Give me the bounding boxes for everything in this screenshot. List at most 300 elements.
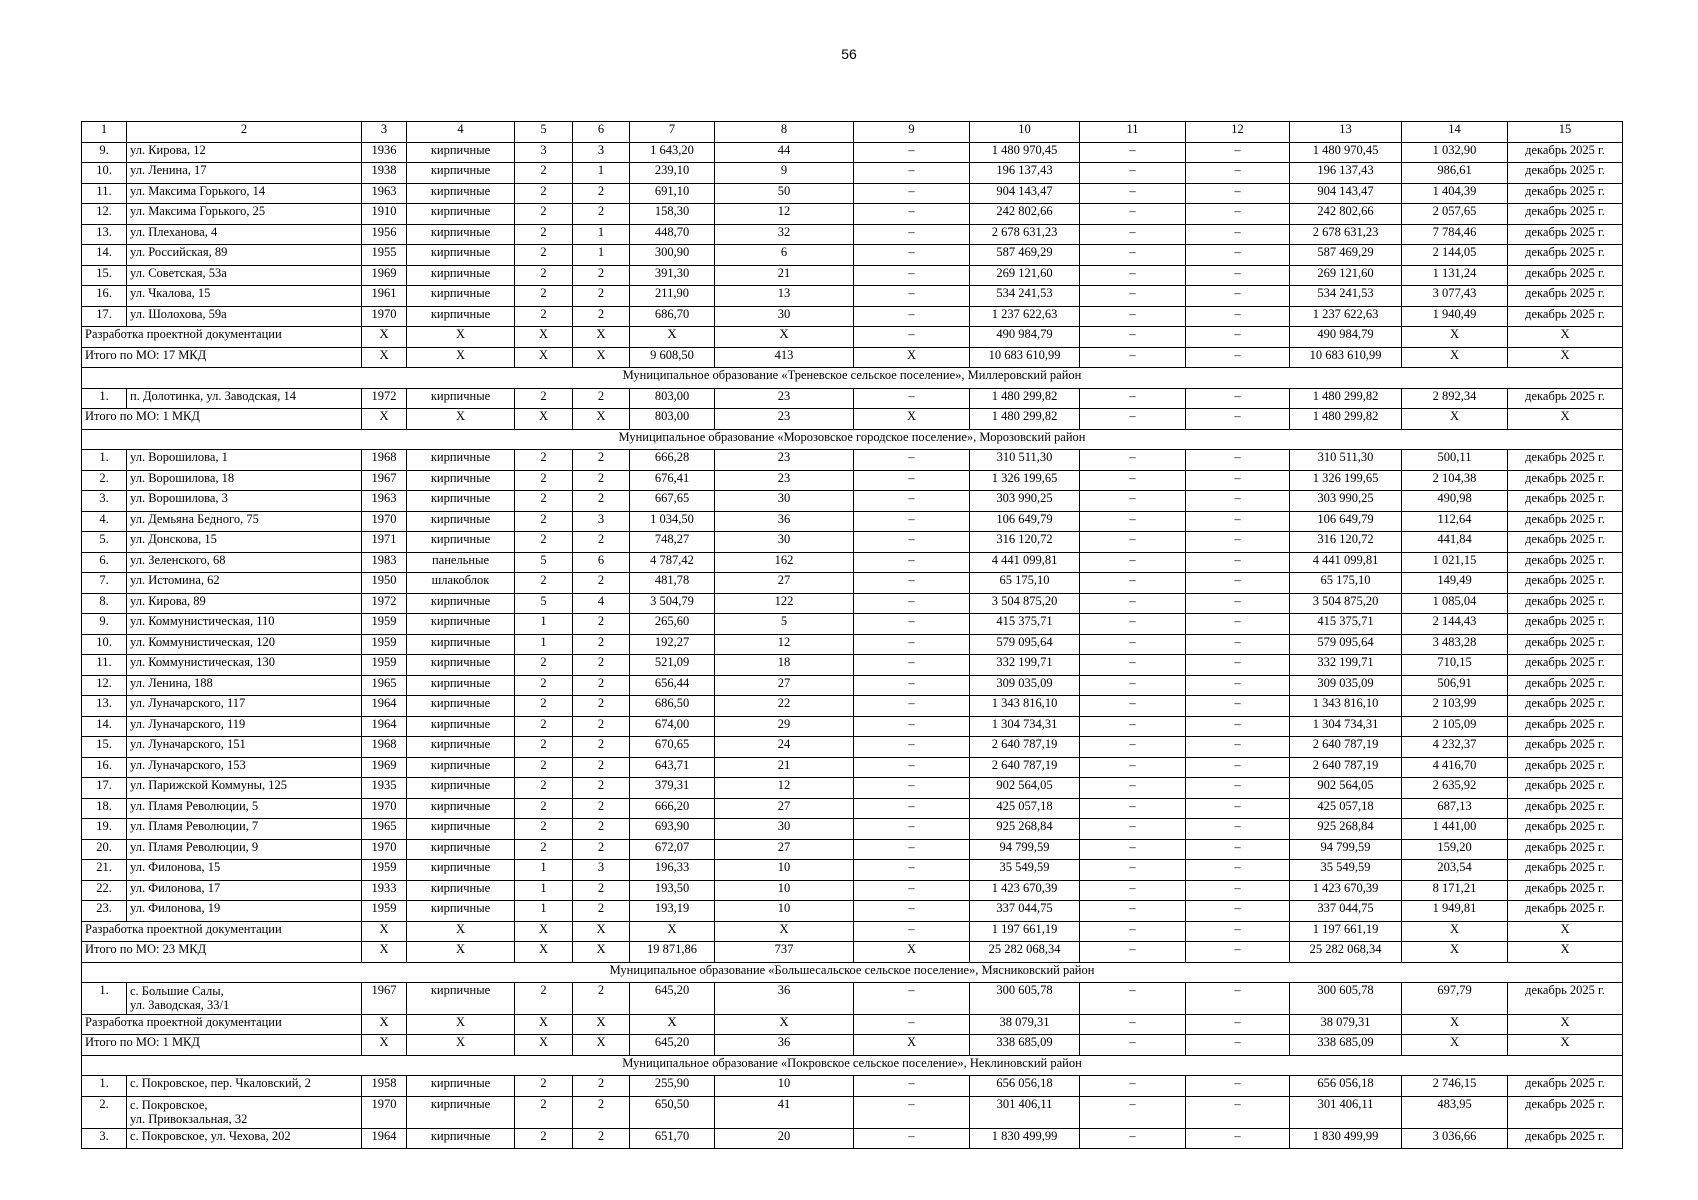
value-cell-c12: – [1186,819,1290,840]
value-cell-c5: Х [515,942,573,963]
value-cell-c10: 337 044,75 [970,901,1080,922]
value-cell-c15: декабрь 2025 г. [1508,573,1623,594]
value-cell-c9: – [854,532,970,553]
value-cell-c11: – [1080,860,1186,881]
value-cell-c11: – [1080,347,1186,368]
value-cell-c8: 30 [715,491,854,512]
value-cell-c10: 425 057,18 [970,798,1080,819]
value-cell-c10: 2 640 787,19 [970,737,1080,758]
value-cell-c6: 2 [573,839,630,860]
value-cell-c5: Х [515,1014,573,1035]
value-cell-c12: – [1186,880,1290,901]
value-cell-c5: 2 [515,675,573,696]
value-cell-c6: Х [573,1035,630,1056]
table-row [82,1076,1623,1097]
value-cell-c15: декабрь 2025 г. [1508,450,1623,471]
value-cell-c14: 203,54 [1402,860,1508,881]
value-cell-c15: декабрь 2025 г. [1508,491,1623,512]
table-row [82,573,1623,594]
value-cell-c12: – [1186,901,1290,922]
year-cell: 1958 [362,1076,407,1097]
wall-material-cell: кирпичные [407,655,515,676]
value-cell-c15: декабрь 2025 г. [1508,224,1623,245]
value-cell-c9: – [854,778,970,799]
value-cell-c14: 500,11 [1402,450,1508,471]
value-cell-c12: – [1186,450,1290,471]
value-cell-c15: декабрь 2025 г. [1508,880,1623,901]
value-cell-c6: 2 [573,737,630,758]
value-cell-c10: 3 504 875,20 [970,593,1080,614]
value-cell-c5: 1 [515,614,573,635]
wall-material-cell: кирпичные [407,388,515,409]
table-row [82,450,1623,471]
value-cell-c6: 2 [573,491,630,512]
wall-material-cell: Х [407,1035,515,1056]
value-cell-c11: – [1080,163,1186,184]
value-cell-c12: – [1186,286,1290,307]
year-cell: 1971 [362,532,407,553]
summary-label: Итого по МО: 1 МКД [82,409,362,430]
summary-row [82,1035,1623,1056]
value-cell-c7: 265,60 [630,614,715,635]
year-cell: 1964 [362,716,407,737]
wall-material-cell: кирпичные [407,245,515,266]
row-number: 21. [82,860,127,881]
value-cell-c7: 674,00 [630,716,715,737]
value-cell-c9: – [854,675,970,696]
value-cell-c11: – [1080,1128,1186,1149]
value-cell-c15: декабрь 2025 г. [1508,470,1623,491]
value-cell-c14: 490,98 [1402,491,1508,512]
row-number: 20. [82,839,127,860]
wall-material-cell: кирпичные [407,491,515,512]
value-cell-c5: 2 [515,1096,573,1128]
row-number: 12. [82,204,127,225]
value-cell-c12: – [1186,204,1290,225]
row-number: 1. [82,1076,127,1097]
value-cell-c15: декабрь 2025 г. [1508,901,1623,922]
value-cell-c9: – [854,511,970,532]
address-line: ул. Ворошилова, 3 [130,491,228,505]
address-cell [127,798,362,819]
value-cell-c15: декабрь 2025 г. [1508,511,1623,532]
address-cell [127,183,362,204]
value-cell-c9: Х [854,1035,970,1056]
section-title: Муниципальное образование «Треневское сельское поселение», Миллеровский район [82,368,1623,389]
value-cell-c5: 2 [515,204,573,225]
value-cell-c7: 193,19 [630,901,715,922]
value-cell-c12: – [1186,614,1290,635]
value-cell-c11: – [1080,265,1186,286]
value-cell-c11: – [1080,593,1186,614]
value-cell-c13: 269 121,60 [1290,265,1402,286]
value-cell-c5: 2 [515,573,573,594]
value-cell-c11: – [1080,614,1186,635]
value-cell-c14: 2 892,34 [1402,388,1508,409]
address-cell [127,819,362,840]
value-cell-c8: 21 [715,757,854,778]
address-cell [127,1128,362,1149]
value-cell-c14: 710,15 [1402,655,1508,676]
value-cell-c9: – [854,163,970,184]
value-cell-c5: 2 [515,491,573,512]
row-number: 12. [82,675,127,696]
value-cell-c12: – [1186,737,1290,758]
value-cell-c14: 112,64 [1402,511,1508,532]
table-row [82,224,1623,245]
value-cell-c13: 309 035,09 [1290,675,1402,696]
value-cell-c6: Х [573,409,630,430]
value-cell-c15: декабрь 2025 г. [1508,142,1623,163]
wall-material-cell: кирпичные [407,880,515,901]
address-cell [127,737,362,758]
value-cell-c13: 579 095,64 [1290,634,1402,655]
table-row [82,819,1623,840]
summary-row [82,942,1623,963]
value-cell-c10: 902 564,05 [970,778,1080,799]
value-cell-c9: – [854,327,970,348]
address-cell [127,983,362,1015]
value-cell-c7: 211,90 [630,286,715,307]
wall-material-cell: кирпичные [407,675,515,696]
value-cell-c12: – [1186,163,1290,184]
value-cell-c11: – [1080,245,1186,266]
value-cell-c9: – [854,819,970,840]
row-number: 7. [82,573,127,594]
table-row [82,204,1623,225]
year-cell: 1938 [362,163,407,184]
row-number: 5. [82,532,127,553]
value-cell-c5: 2 [515,306,573,327]
value-cell-c9: – [854,265,970,286]
value-cell-c6: Х [573,921,630,942]
summary-row [82,409,1623,430]
value-cell-c9: – [854,470,970,491]
row-number: 8. [82,593,127,614]
wall-material-cell: кирпичные [407,1096,515,1128]
address-line: ул. Привокзальная, 32 [130,1112,248,1127]
wall-material-cell: Х [407,942,515,963]
address-line: с. Покровское, пер. Чкаловский, 2 [130,1076,311,1091]
value-cell-c13: 1 830 499,99 [1290,1128,1402,1149]
value-cell-c7: 672,07 [630,839,715,860]
value-cell-c11: – [1080,409,1186,430]
table-row [82,798,1623,819]
value-cell-c9: – [854,634,970,655]
value-cell-c5: 2 [515,757,573,778]
year-cell: 1964 [362,696,407,717]
value-cell-c12: – [1186,552,1290,573]
wall-material-cell: Х [407,409,515,430]
value-cell-c15: декабрь 2025 г. [1508,163,1623,184]
row-number: 10. [82,634,127,655]
table-body [82,122,1623,1149]
value-cell-c8: 12 [715,778,854,799]
value-cell-c15: декабрь 2025 г. [1508,286,1623,307]
value-cell-c15: декабрь 2025 г. [1508,839,1623,860]
value-cell-c8: 5 [715,614,854,635]
wall-material-cell: кирпичные [407,901,515,922]
column-number: 1 [82,122,127,143]
value-cell-c9: – [854,1096,970,1128]
value-cell-c14: 159,20 [1402,839,1508,860]
value-cell-c10: 338 685,09 [970,1035,1080,1056]
value-cell-c10: 1 326 199,65 [970,470,1080,491]
value-cell-c14: 7 784,46 [1402,224,1508,245]
year-cell: 1970 [362,839,407,860]
value-cell-c10: 269 121,60 [970,265,1080,286]
value-cell-c9: – [854,1014,970,1035]
address-line: ул. Филонова, 17 [130,880,221,895]
value-cell-c11: – [1080,1076,1186,1097]
year-cell: 1935 [362,778,407,799]
table-row [82,163,1623,184]
value-cell-c6: Х [573,327,630,348]
value-cell-c9: – [854,737,970,758]
value-cell-c8: 22 [715,696,854,717]
value-cell-c7: 645,20 [630,983,715,1015]
value-cell-c6: 2 [573,798,630,819]
value-cell-c14: 3 483,28 [1402,634,1508,655]
value-cell-c7: Х [630,1014,715,1035]
wall-material-cell: кирпичные [407,224,515,245]
value-cell-c11: – [1080,1035,1186,1056]
address-cell [127,655,362,676]
value-cell-c14: 687,13 [1402,798,1508,819]
address-cell [127,716,362,737]
value-cell-c9: – [854,142,970,163]
value-cell-c11: – [1080,819,1186,840]
value-cell-c6: 2 [573,901,630,922]
value-cell-c13: 925 268,84 [1290,819,1402,840]
value-cell-c15: Х [1508,1035,1623,1056]
value-cell-c9: – [854,716,970,737]
value-cell-c13: 10 683 610,99 [1290,347,1402,368]
table-row [82,142,1623,163]
value-cell-c8: 36 [715,1035,854,1056]
value-cell-c7: 691,10 [630,183,715,204]
value-cell-c10: 25 282 068,34 [970,942,1080,963]
value-cell-c15: декабрь 2025 г. [1508,757,1623,778]
value-cell-c12: – [1186,183,1290,204]
value-cell-c5: 2 [515,532,573,553]
value-cell-c10: 4 441 099,81 [970,552,1080,573]
value-cell-c10: 579 095,64 [970,634,1080,655]
value-cell-c6: 1 [573,245,630,266]
value-cell-c10: 2 678 631,23 [970,224,1080,245]
year-cell: 1956 [362,224,407,245]
year-cell: 1963 [362,183,407,204]
value-cell-c8: 30 [715,819,854,840]
value-cell-c7: 643,71 [630,757,715,778]
value-cell-c8: 32 [715,224,854,245]
value-cell-c12: – [1186,634,1290,655]
address-line: ул. Коммунистическая, 120 [130,634,275,649]
value-cell-c7: 666,20 [630,798,715,819]
column-number: 6 [573,122,630,143]
value-cell-c12: – [1186,142,1290,163]
value-cell-c12: – [1186,778,1290,799]
value-cell-c13: 2 640 787,19 [1290,757,1402,778]
year-cell: 1970 [362,1096,407,1128]
value-cell-c9: – [854,306,970,327]
value-cell-c10: 587 469,29 [970,245,1080,266]
value-cell-c6: 3 [573,142,630,163]
row-number: 14. [82,245,127,266]
value-cell-c5: 2 [515,655,573,676]
value-cell-c8: 27 [715,839,854,860]
row-number: 13. [82,696,127,717]
year-cell: 1972 [362,388,407,409]
value-cell-c13: 300 605,78 [1290,983,1402,1015]
summary-label: Итого по МО: 17 МКД [82,347,362,368]
value-cell-c9: – [854,388,970,409]
value-cell-c13: 1 237 622,63 [1290,306,1402,327]
address-cell [127,614,362,635]
value-cell-c11: – [1080,655,1186,676]
value-cell-c8: Х [715,921,854,942]
wall-material-cell: кирпичные [407,696,515,717]
summary-label: Разработка проектной документации [82,327,362,348]
value-cell-c8: 6 [715,245,854,266]
value-cell-c9: – [854,286,970,307]
summary-row [82,327,1623,348]
value-cell-c5: 5 [515,552,573,573]
value-cell-c15: декабрь 2025 г. [1508,675,1623,696]
value-cell-c14: Х [1402,942,1508,963]
address-line: ул. Российская, 89 [130,245,228,259]
address-line: ул. Ворошилова, 1 [130,450,228,464]
value-cell-c15: Х [1508,409,1623,430]
year-cell: Х [362,347,407,368]
year-cell: 1970 [362,798,407,819]
row-number: 15. [82,737,127,758]
value-cell-c5: 1 [515,860,573,881]
year-cell: 1933 [362,880,407,901]
value-cell-c10: 490 984,79 [970,327,1080,348]
value-cell-c15: декабрь 2025 г. [1508,183,1623,204]
address-line: ул. Ленина, 188 [130,675,213,690]
value-cell-c7: 686,50 [630,696,715,717]
value-cell-c10: 303 990,25 [970,491,1080,512]
value-cell-c6: 2 [573,983,630,1015]
value-cell-c6: 2 [573,183,630,204]
value-cell-c9: – [854,614,970,635]
row-number: 9. [82,142,127,163]
value-cell-c13: 38 079,31 [1290,1014,1402,1035]
value-cell-c13: 25 282 068,34 [1290,942,1402,963]
value-cell-c11: – [1080,1014,1186,1035]
table-row [82,306,1623,327]
value-cell-c14: Х [1402,409,1508,430]
value-cell-c13: 332 199,71 [1290,655,1402,676]
value-cell-c5: 2 [515,1128,573,1149]
value-cell-c11: – [1080,573,1186,594]
value-cell-c7: Х [630,921,715,942]
value-cell-c8: 12 [715,204,854,225]
row-number: 11. [82,183,127,204]
value-cell-c12: – [1186,388,1290,409]
value-cell-c8: 27 [715,675,854,696]
value-cell-c15: декабрь 2025 г. [1508,204,1623,225]
value-cell-c11: – [1080,532,1186,553]
value-cell-c11: – [1080,921,1186,942]
value-cell-c15: декабрь 2025 г. [1508,1096,1623,1128]
year-cell: 1936 [362,142,407,163]
wall-material-cell: панельные [407,552,515,573]
column-number: 15 [1508,122,1623,143]
value-cell-c7: 448,70 [630,224,715,245]
value-cell-c7: 391,30 [630,265,715,286]
value-cell-c12: – [1186,839,1290,860]
value-cell-c8: 12 [715,634,854,655]
table-row [82,593,1623,614]
value-cell-c6: Х [573,347,630,368]
table-row [82,552,1623,573]
year-cell: 1959 [362,614,407,635]
value-cell-c13: 425 057,18 [1290,798,1402,819]
address-cell [127,552,362,573]
value-cell-c12: – [1186,573,1290,594]
value-cell-c10: 415 375,71 [970,614,1080,635]
table-row [82,1096,1623,1128]
address-line: с. Покровское, [130,1097,208,1112]
value-cell-c10: 65 175,10 [970,573,1080,594]
table-row [82,491,1623,512]
value-cell-c7: 667,65 [630,491,715,512]
value-cell-c5: Х [515,347,573,368]
address-cell [127,491,362,512]
wall-material-cell: кирпичные [407,450,515,471]
value-cell-c14: 483,95 [1402,1096,1508,1128]
address-line: п. Долотинка, ул. Заводская, 14 [130,388,296,403]
value-cell-c10: 1 197 661,19 [970,921,1080,942]
address-line: ул. Чкалова, 15 [130,286,211,300]
value-cell-c13: 35 549,59 [1290,860,1402,881]
value-cell-c12: – [1186,655,1290,676]
value-cell-c13: 490 984,79 [1290,327,1402,348]
value-cell-c8: 50 [715,183,854,204]
value-cell-c7: 9 608,50 [630,347,715,368]
address-cell [127,511,362,532]
year-cell: 1959 [362,860,407,881]
wall-material-cell: кирпичные [407,142,515,163]
address-cell [127,675,362,696]
row-number: 16. [82,286,127,307]
value-cell-c14: 1 404,39 [1402,183,1508,204]
value-cell-c12: – [1186,921,1290,942]
value-cell-c10: 10 683 610,99 [970,347,1080,368]
value-cell-c12: – [1186,593,1290,614]
value-cell-c13: 2 640 787,19 [1290,737,1402,758]
table-row [82,655,1623,676]
table-row [82,265,1623,286]
value-cell-c9: Х [854,347,970,368]
wall-material-cell: кирпичные [407,183,515,204]
value-cell-c5: 2 [515,224,573,245]
year-cell: 1967 [362,470,407,491]
address-line: ул. Ленина, 17 [130,163,207,177]
address-line: ул. Луначарского, 151 [130,737,246,751]
value-cell-c15: декабрь 2025 г. [1508,696,1623,717]
table-row [82,860,1623,881]
value-cell-c8: 10 [715,1076,854,1097]
value-cell-c11: – [1080,552,1186,573]
address-cell [127,532,362,553]
wall-material-cell: кирпичные [407,470,515,491]
value-cell-c15: декабрь 2025 г. [1508,819,1623,840]
value-cell-c11: – [1080,983,1186,1015]
